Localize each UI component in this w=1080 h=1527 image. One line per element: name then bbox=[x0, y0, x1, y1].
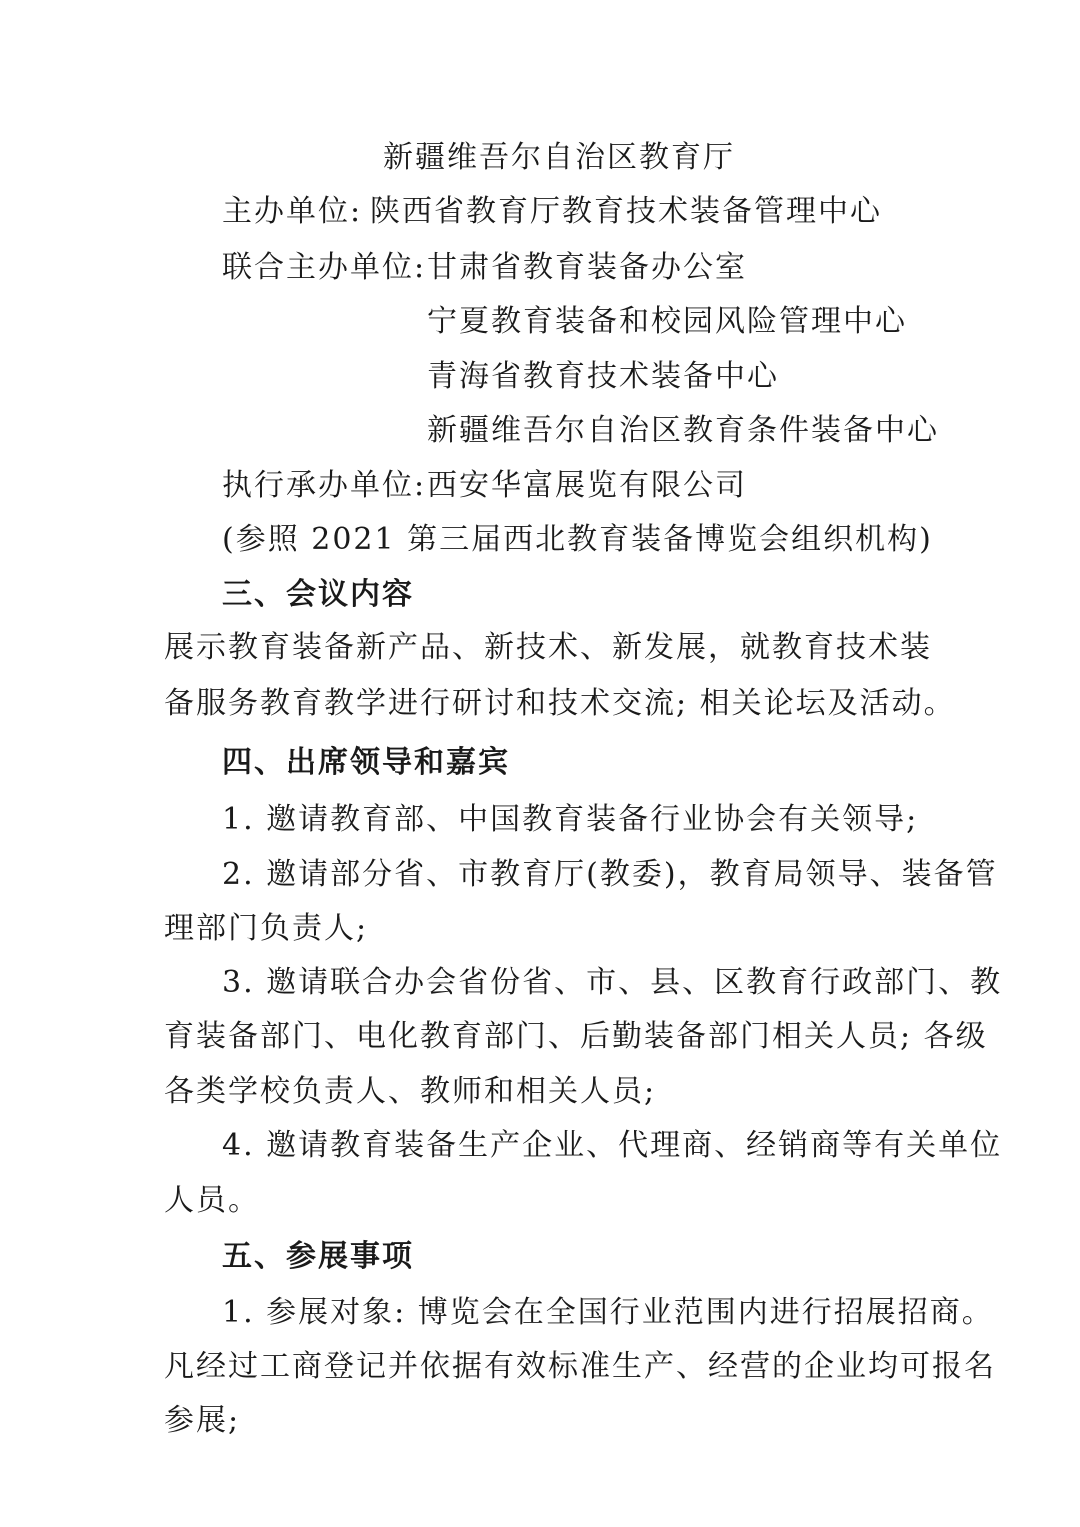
joint-host-item: 甘肃省教育装备办公室 bbox=[427, 250, 747, 285]
executor-value: 西安华富展览有限公司 bbox=[427, 468, 747, 503]
list-item-line: 凡经过工商登记并依据有效标准生产、经营的企业均可报名 bbox=[164, 1349, 996, 1384]
joint-host-label: 联合主办单位: bbox=[222, 250, 427, 285]
joint-host-item: 新疆维吾尔自治区教育条件装备中心 bbox=[427, 413, 939, 448]
list-item-line: 各类学校负责人、教师和相关人员; bbox=[164, 1074, 657, 1109]
section-heading: 四、出席领导和嘉宾 bbox=[222, 745, 510, 780]
co-organizer-top-line: 新疆维吾尔自治区教育厅 bbox=[383, 140, 735, 175]
list-item-line: 人员。 bbox=[164, 1183, 260, 1218]
list-item-line: 1. 参展对象: 博览会在全国行业范围内进行招展招商。 bbox=[222, 1295, 994, 1330]
joint-host-item: 宁夏教育装备和校园风险管理中心 bbox=[427, 304, 907, 339]
section-heading: 五、参展事项 bbox=[222, 1239, 414, 1274]
section-heading: 三、会议内容 bbox=[222, 577, 414, 612]
paragraph-line: 展示教育装备新产品、新技术、新发展，就教育技术装 bbox=[164, 630, 932, 665]
list-item-line: 2. 邀请部分省、市教育厅(教委)，教育局领导、装备管 bbox=[222, 857, 998, 892]
executor-label: 执行承办单位: bbox=[222, 468, 427, 503]
host-value: 陕西省教育厅教育技术装备管理中心 bbox=[370, 194, 882, 229]
joint-host-item: 青海省教育技术装备中心 bbox=[427, 359, 779, 394]
list-item-line: 育装备部门、电化教育部门、后勤装备部门相关人员; 各级 bbox=[164, 1019, 988, 1054]
list-item-line: 理部门负责人; bbox=[164, 911, 369, 946]
host-label: 主办单位: bbox=[222, 194, 363, 229]
list-item-line: 参展; bbox=[164, 1403, 241, 1438]
list-item-line: 3. 邀请联合办会省份省、市、县、区教育行政部门、教 bbox=[222, 965, 1003, 1000]
paragraph-line: 备服务教育教学进行研讨和技术交流; 相关论坛及活动。 bbox=[164, 686, 956, 721]
list-item-line: 1. 邀请教育部、中国教育装备行业协会有关领导; bbox=[222, 802, 919, 837]
organizers-note: (参照 2021 第三届西北教育装备博览会组织机构) bbox=[222, 522, 933, 557]
list-item-line: 4. 邀请教育装备生产企业、代理商、经销商等有关单位 bbox=[222, 1128, 1003, 1163]
